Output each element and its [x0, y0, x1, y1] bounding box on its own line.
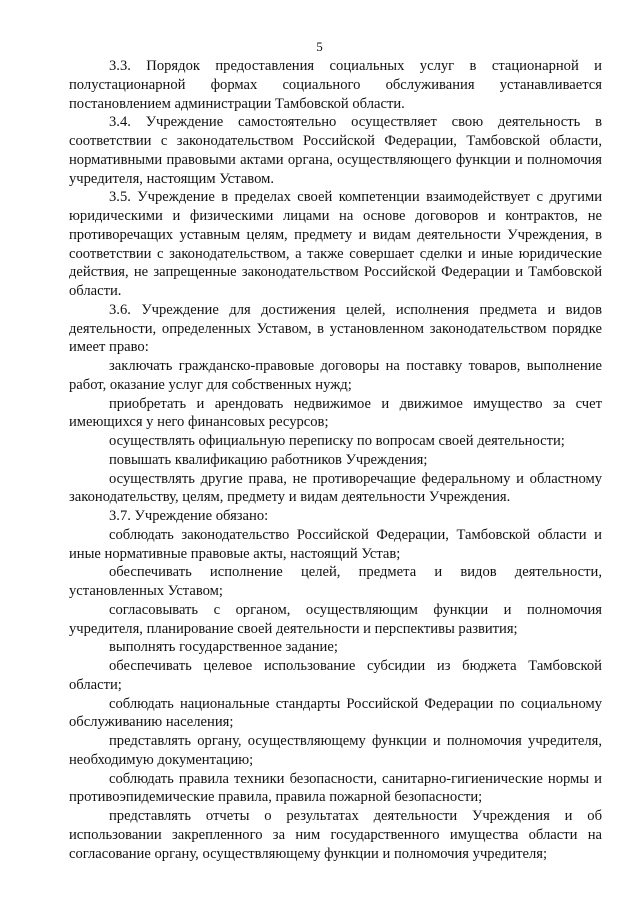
list-item: осуществлять официальную переписку по вопросам своей деятельности; [109, 433, 565, 449]
list-item: обеспечивать исполнение целей, предмета и видов деятельности, установленных Уставом; [69, 564, 602, 599]
list-item: выполнять государственное задание; [109, 639, 338, 656]
document-body [69, 57, 602, 863]
list-item: соблюдать правила техники безопасности, санитарно-гигиенические нормы и противоэпидемические правила, правила пожарной безопасности; [69, 770, 602, 806]
list-item: обеспечивать целевое использование субсидии из бюджета Тамбовской области; [69, 658, 602, 693]
paragraph-3-5: 3.5. Учреждение в пределах своей компетенции взаимодействует с другими юридическими и физическими лицами на основе договоров и контрактов, не противоречащих уставным целям, предмету и видам деятельности Учреждения, в соответствии с законодательством, а также совершает сделки и иные юридические действия, не запрещенные законодательством Российской Федерации и Тамбовской области. [69, 189, 602, 299]
paragraph-3-4: 3.4. Учреждение самостоятельно осуществляет свою деятельность в соответствии с законодательством Российской Федерации, Тамбовской области, нормативными правовыми актами органа, осуществляющего функции и полномочия учредителя, настоящим Уставом. [69, 114, 602, 187]
list-item: приобретать и арендовать недвижимое и движимое имущество за счет имеющихся у него финансовых ресурсов; [69, 395, 602, 431]
list-item: соблюдать законодательство Российской Федерации, Тамбовской области и иные нормативные правовые акты, настоящий Устав; [69, 526, 602, 562]
list-item: заключать гражданско-правовые договоры на поставку товаров, выполнение работ, оказание услуг для собственных нужд; [69, 358, 602, 393]
list-item: повышать квалификацию работников Учреждения; [109, 451, 428, 468]
paragraph-3-6: 3.6. Учреждение для достижения целей, исполнения предмета и видов деятельности, определенных Уставом, в установленном законодательством порядке имеет право: [69, 301, 602, 356]
list-item: согласовывать с органом, осуществляющим функции и полномочия учредителя, планирование своей деятельности и перспективы развития; [69, 601, 602, 637]
paragraph-3-7: 3.7. Учреждение обязано: [109, 508, 269, 524]
page-number: 5 [316, 39, 323, 54]
list-item: представлять отчеты о результатах деятельности Учреждения и об использовании закрепленного за ним государственного имущества области на согласование органу, осуществляющему функции и полномочия учредителя; [69, 808, 602, 862]
list-item: представлять органу, осуществляющему функции и полномочия учредителя, необходимую документацию; [69, 733, 602, 768]
list-item: соблюдать национальные стандарты Российской Федерации по социальному обслуживанию населения; [69, 695, 602, 731]
paragraph-3-3: 3.3. Порядок предоставления социальных услуг в стационарной и полустационарной формах социального обслуживания устанавливается постановлением администрации Тамбовской области. [69, 58, 602, 112]
list-item: осуществлять другие права, не противоречащие федеральному и областному законодательству, целям, предмету и видам деятельности Учреждения. [69, 470, 602, 506]
